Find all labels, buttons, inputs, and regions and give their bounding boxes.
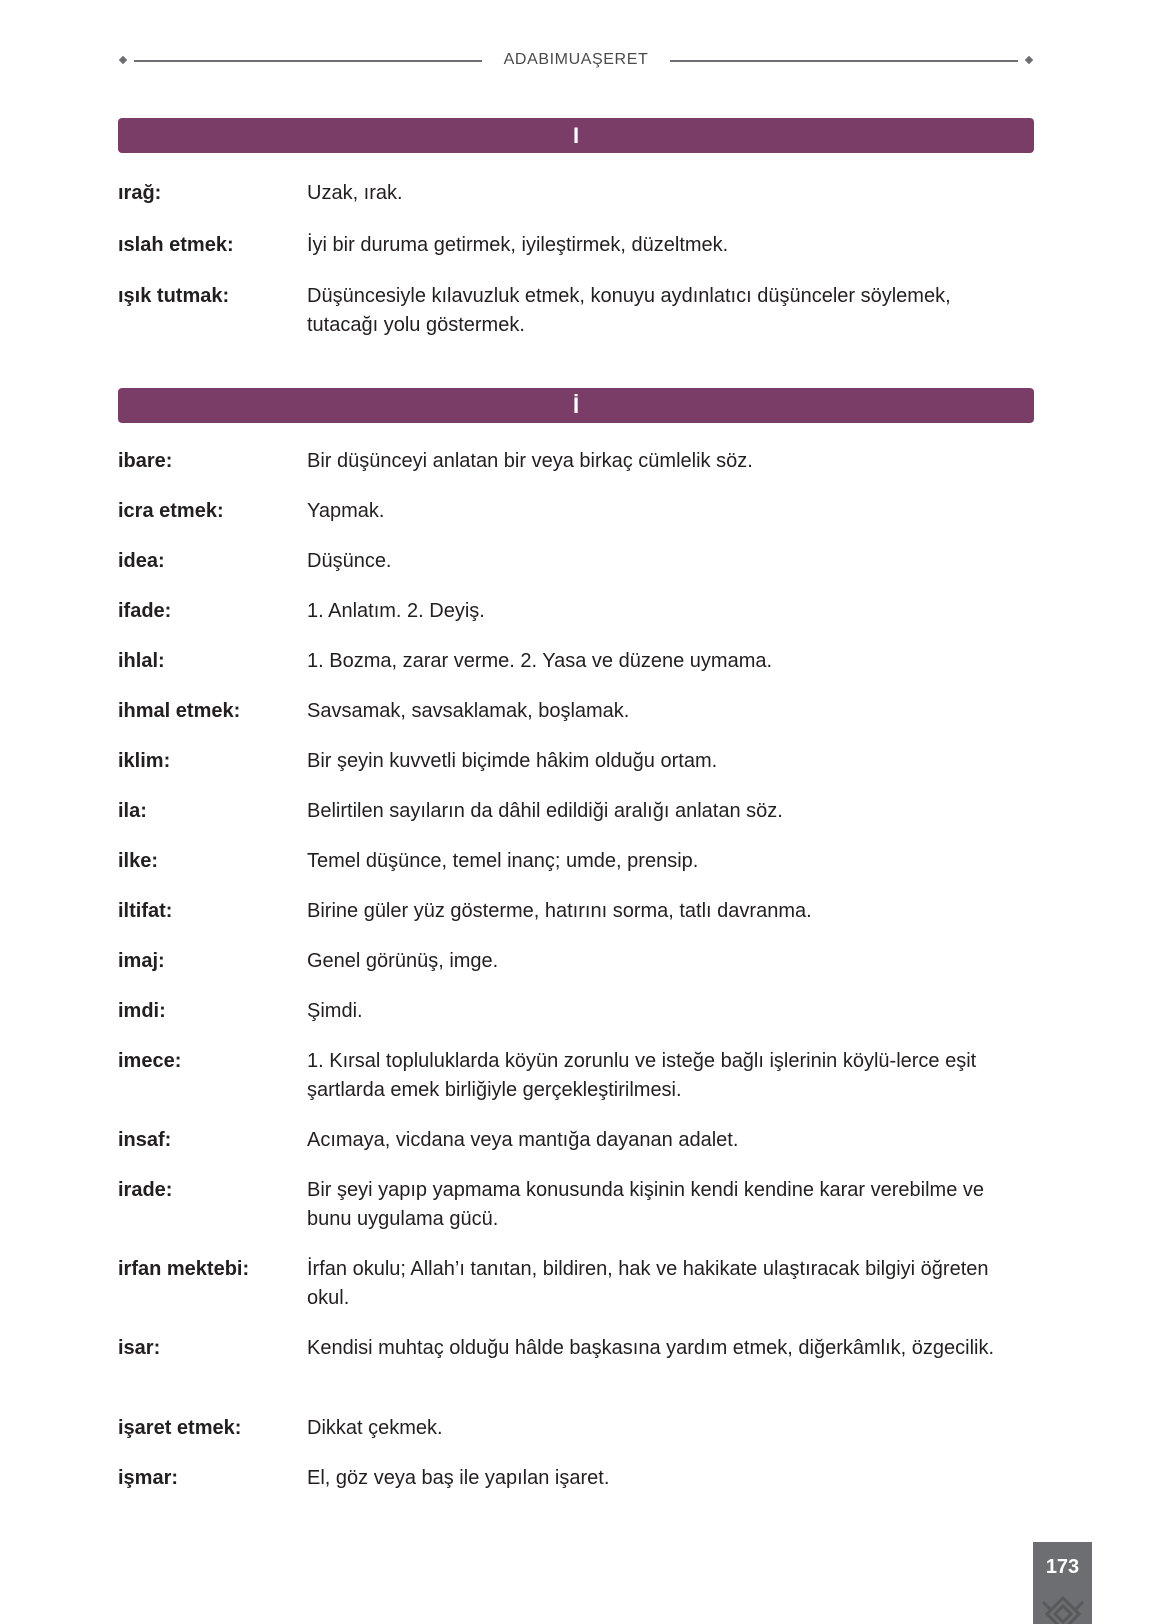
section-header-i-dotless: I (118, 118, 1034, 153)
entry-term: iltifat: (118, 900, 173, 922)
entry-definition: Belirtilen sayıların da dâhil edildiği aralığı anlatan söz. (307, 800, 783, 822)
entry-term: icra etmek: (118, 500, 224, 522)
geometric-ornament-icon (1039, 1594, 1087, 1624)
entry-term: imdi: (118, 1000, 166, 1022)
entry-term: işmar: (118, 1467, 179, 1489)
entry-definition: Temel düşünce, temel inanç; umde, prensip. (307, 850, 699, 872)
header-rule-right (670, 60, 1018, 62)
running-header (118, 50, 1034, 72)
entry-term: ırağ: (118, 182, 162, 204)
entry-definition: Kendisi muhtaç olduğu hâlde başkasına yardım etmek, diğerkâmlık, özgecilik. (307, 1337, 995, 1359)
entry-term: imaj: (118, 950, 165, 972)
entry-definition: 1. Bozma, zarar verme. 2. Yasa ve düzene uymama. (307, 650, 773, 672)
diamond-ornament-icon (1025, 56, 1033, 64)
entry-term: irade: (118, 1179, 173, 1201)
entry-definition: 1. Anlatım. 2. Deyiş. (307, 600, 485, 622)
entry-term: işaret etmek: (118, 1417, 242, 1439)
entry-definition: İrfan okulu; Allah’ı tanıtan, bildiren, hak ve hakikate ulaştıracak bilgiyi öğreten okul. (307, 1258, 989, 1309)
entry-definition: Genel görünüş, imge. (307, 950, 499, 972)
entry-term: ışık tutmak: (118, 285, 230, 307)
entry-definition: Uzak, ırak. (307, 182, 403, 204)
entry-definition: Bir şeyi yapıp yapmama konusunda kişinin kendi kendine karar verebilme ve bunu uygulama gücü. (307, 1179, 985, 1230)
entry-definition: 1. Kırsal topluluklarda köyün zorunlu ve isteğe bağlı işlerinin köylü-lerce eşit şartlarda emek birliğiyle gerçekleştirilmesi. (307, 1050, 977, 1101)
diamond-ornament-icon (119, 56, 127, 64)
entry-term: insaf: (118, 1129, 172, 1151)
entry-term: idea: (118, 550, 165, 572)
entry-term: irfan mektebi: (118, 1258, 250, 1280)
entry-term: iklim: (118, 750, 171, 772)
entry-definition: El, göz veya baş ile yapılan işaret. (307, 1467, 610, 1489)
entry-term: ıslah etmek: (118, 234, 234, 256)
entry-term: ihmal etmek: (118, 700, 241, 722)
entry-definition: Düşüncesiyle kılavuzluk etmek, konuyu aydınlatıcı düşünceler söylemek, tutacağı yolu göstermek. (307, 285, 951, 336)
entry-definition: Yapmak. (307, 500, 385, 522)
entry-definition: Birine güler yüz gösterme, hatırını sorma, tatlı davranma. (307, 900, 812, 922)
entry-definition: Şimdi. (307, 1000, 363, 1022)
entry-definition: Savsamak, savsaklamak, boşlamak. (307, 700, 630, 722)
entry-definition: Dikkat çekmek. (307, 1417, 443, 1439)
header-title: ADABIMUAŞERET (503, 51, 649, 68)
entry-definition: Acımaya, vicdana veya mantığa dayanan adalet. (307, 1129, 739, 1151)
entry-definition: İyi bir duruma getirmek, iyileştirmek, düzeltmek. (307, 234, 729, 256)
entry-term: imece: (118, 1050, 182, 1072)
header-rule-left (134, 60, 482, 62)
entry-term: ifade: (118, 600, 172, 622)
page-number-tab (1033, 1542, 1092, 1624)
page-number: 173 (1045, 1556, 1080, 1578)
entry-term: ibare: (118, 450, 173, 472)
entry-term: isar: (118, 1337, 161, 1359)
entry-definition: Bir düşünceyi anlatan bir veya birkaç cümlelik söz. (307, 450, 753, 472)
entry-term: ihlal: (118, 650, 165, 672)
entry-term: ilke: (118, 850, 159, 872)
entry-definition: Düşünce. (307, 550, 392, 572)
entry-definition: Bir şeyin kuvvetli biçimde hâkim olduğu ortam. (307, 750, 718, 772)
section-header-i-dotted: İ (118, 388, 1034, 423)
entry-term: ila: (118, 800, 147, 822)
